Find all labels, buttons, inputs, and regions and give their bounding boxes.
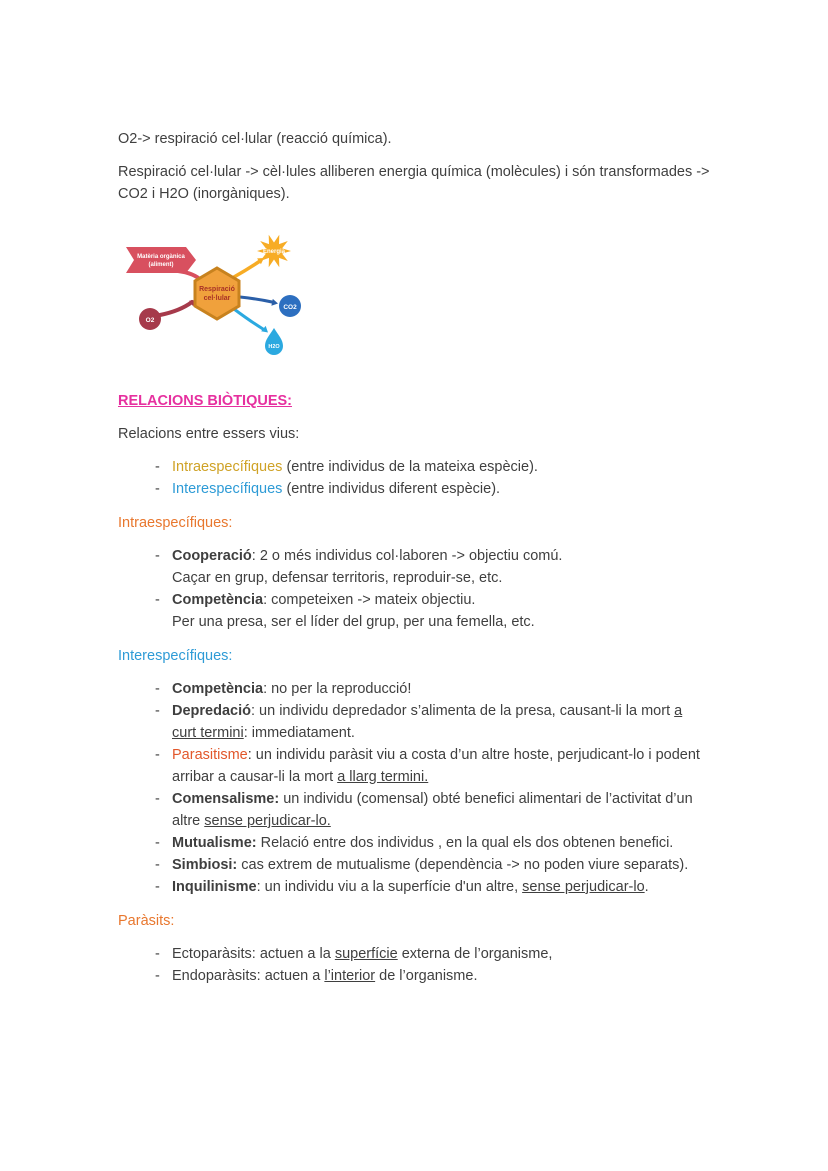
materia-organica-shape bbox=[126, 247, 196, 273]
hex-to-co2-arrowhead bbox=[271, 299, 278, 306]
co2-label: CO2 bbox=[283, 304, 297, 311]
list-line bbox=[172, 832, 710, 854]
hexagon-label-line2: cel·lular bbox=[203, 295, 231, 302]
o2-label: O2 bbox=[145, 317, 155, 324]
list-line bbox=[172, 744, 710, 788]
respiracio-hexagon bbox=[195, 268, 239, 319]
list-line bbox=[172, 456, 710, 478]
text-segment: : immediatament. bbox=[243, 725, 355, 741]
text-segment: Relació entre dos individus , en la qual els dos obtenen benefici. bbox=[256, 835, 674, 851]
list-line bbox=[172, 545, 710, 567]
text-segment: : un individu depredador s’alimenta de la presa, causant-li la mort bbox=[250, 703, 675, 719]
list-item bbox=[172, 744, 710, 788]
list-item bbox=[172, 589, 710, 633]
text-segment: Simbiosi: bbox=[172, 857, 238, 873]
list-interespecifiques bbox=[118, 678, 710, 898]
relacions-intro-line: Relacions entre essers vius: bbox=[118, 426, 300, 442]
hex-to-co2-arrow bbox=[240, 297, 272, 302]
text-segment: : no per la reproducció! bbox=[263, 681, 412, 697]
list-line bbox=[172, 589, 710, 611]
text-segment: a llarg termini. bbox=[337, 769, 429, 785]
section-heading-relacions-biotiques: RELACIONS BIÒTIQUES: bbox=[118, 393, 293, 409]
text-segment: de l’organisme. bbox=[375, 968, 478, 984]
intro-paragraph-2: Respiració cel·lular -> cèl·lules alliberen energia química (molècules) i són transformades -> CO2 i H2O (inorgàniques). bbox=[118, 164, 710, 202]
section-heading-interespecifiques: Interespecífiques: bbox=[118, 648, 233, 664]
text-segment: Interespecífiques bbox=[172, 481, 283, 497]
text-segment: Per una presa, ser el líder del grup, per una femella, etc. bbox=[172, 614, 535, 630]
text-segment: a curt termini bbox=[172, 703, 683, 741]
text-segment: Intraespecífiques bbox=[172, 459, 283, 475]
text-segment: superfície bbox=[334, 946, 398, 962]
list-line bbox=[172, 678, 710, 700]
text-segment: l’interior bbox=[324, 968, 376, 984]
section-heading-parasits: Paràsits: bbox=[118, 913, 175, 929]
list-parasits bbox=[118, 943, 710, 987]
list-line bbox=[172, 965, 710, 987]
text-segment: Inquilinisme bbox=[172, 879, 257, 895]
text-segment: Cooperació bbox=[172, 548, 252, 564]
list-line bbox=[172, 611, 710, 633]
list-tipus-relacions bbox=[118, 456, 710, 500]
energia-label: Energia bbox=[262, 249, 286, 255]
text-segment: cas extrem de mutualisme (dependència -> no poden viure separats). bbox=[237, 857, 689, 873]
text-segment: Competència bbox=[172, 681, 264, 697]
list-item bbox=[172, 854, 710, 876]
text-segment: : un individu paràsit viu a costa d’un altre hoste, perjudicant-lo i podent arribar a causar-li la mort bbox=[172, 747, 700, 785]
list-line bbox=[172, 788, 710, 832]
list-line bbox=[172, 700, 710, 744]
text-segment: Caçar en grup, defensar territoris, reproduir-se, etc. bbox=[172, 570, 503, 586]
cellular-respiration-diagram bbox=[122, 235, 322, 370]
section-heading-intraespecifiques: Intraespecífiques: bbox=[118, 515, 233, 531]
intro-paragraph-1: O2-> respiració cel·lular (reacció química). bbox=[118, 131, 392, 147]
text-segment: Endoparàsits: actuen a bbox=[172, 968, 325, 984]
list-item bbox=[172, 678, 710, 700]
text-segment: : 2 o més individus col·laboren -> objectiu comú. bbox=[251, 548, 563, 564]
text-segment: Parasitisme bbox=[172, 747, 248, 763]
text-segment: Comensalisme: bbox=[172, 791, 280, 807]
text-segment: : competeixen -> mateix objectiu. bbox=[263, 592, 476, 608]
text-segment: : un individu viu a la superfície d'un altre, bbox=[256, 879, 523, 895]
materia-organica-label-line1: Matèria orgànica bbox=[137, 254, 185, 260]
materia-organica-label-line2: (aliment) bbox=[148, 262, 174, 268]
o2-to-hex-arrow bbox=[160, 302, 192, 315]
text-segment: (entre individus de la mateixa espècie). bbox=[282, 459, 538, 475]
hex-to-h2o-arrow bbox=[234, 309, 263, 329]
h2o-label: H2O bbox=[268, 344, 280, 350]
list-item bbox=[172, 943, 710, 965]
text-segment: Mutualisme: bbox=[172, 835, 257, 851]
list-item bbox=[172, 788, 710, 832]
text-segment: Depredació bbox=[172, 703, 251, 719]
list-line bbox=[172, 854, 710, 876]
list-item bbox=[172, 965, 710, 987]
list-item bbox=[172, 700, 710, 744]
text-segment: sense perjudicar-lo. bbox=[204, 813, 331, 829]
text-segment: un individu (comensal) obté benefici alimentari de l’activitat d’un altre bbox=[172, 791, 693, 829]
list-item bbox=[172, 478, 710, 500]
text-segment: Competència bbox=[172, 592, 264, 608]
list-line bbox=[172, 567, 710, 589]
list-line bbox=[172, 943, 710, 965]
list-item bbox=[172, 456, 710, 478]
list-intraespecifiques bbox=[118, 545, 710, 633]
hex-to-energia-arrow bbox=[234, 261, 260, 277]
list-line bbox=[172, 478, 710, 500]
text-segment: (entre individus diferent espècie). bbox=[282, 481, 501, 497]
list-line bbox=[172, 876, 710, 898]
list-item bbox=[172, 545, 710, 589]
hexagon-label-line1: Respiració bbox=[199, 286, 235, 293]
text-segment: sense perjudicar-lo bbox=[522, 879, 645, 895]
text-segment: Ectoparàsits: actuen a la bbox=[172, 946, 335, 962]
text-segment: . bbox=[644, 879, 649, 895]
list-item bbox=[172, 832, 710, 854]
text-segment: externa de l’organisme, bbox=[397, 946, 553, 962]
list-item bbox=[172, 876, 710, 898]
